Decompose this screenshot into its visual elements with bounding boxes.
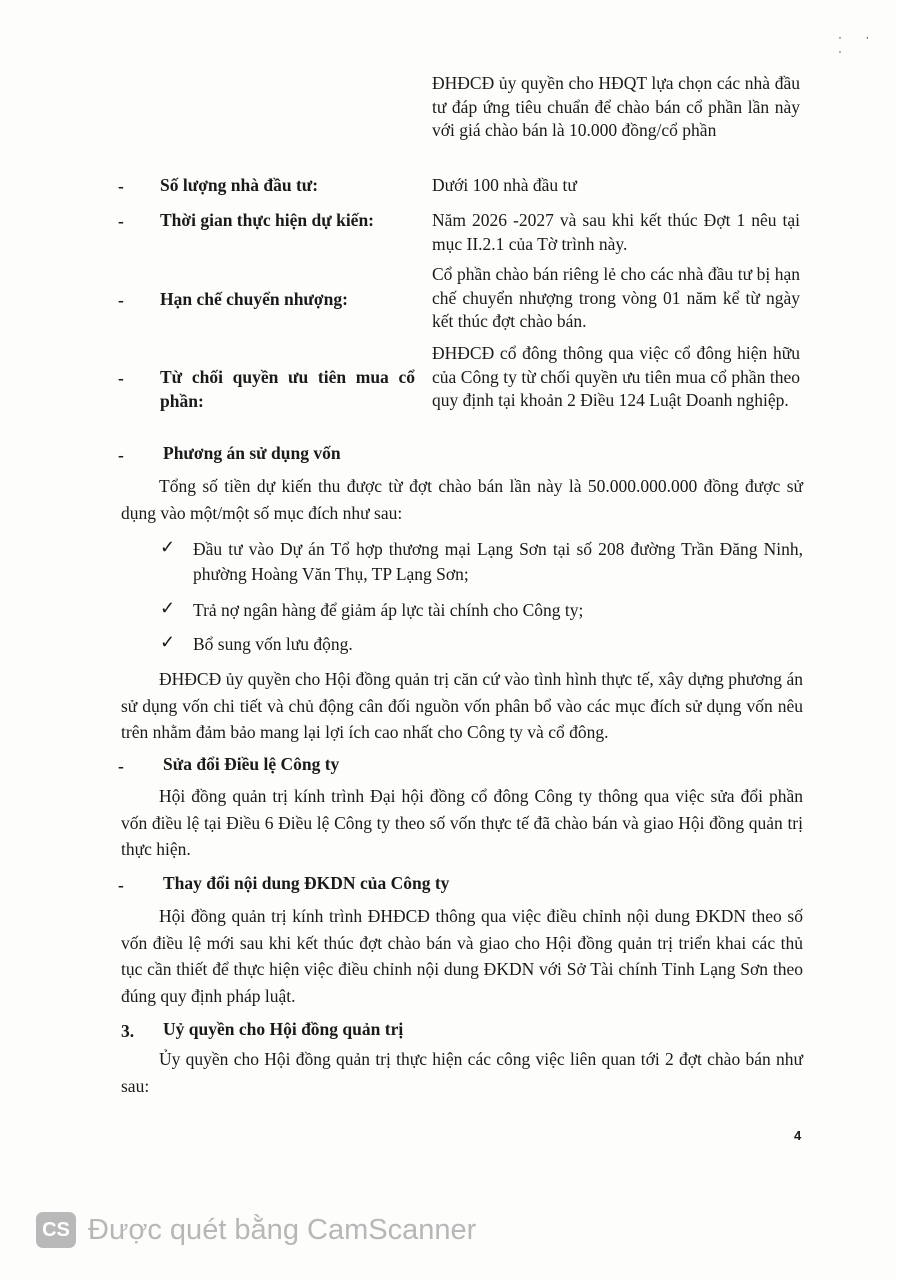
scan-specks: · · · — [838, 30, 880, 58]
check-icon: ✓ — [160, 598, 176, 618]
row-dash: - — [118, 211, 124, 231]
row-value-time: Năm 2026 -2027 và sau khi kết thúc Đợt 1 nêu tại mục II.2.1 của Tờ trình này. — [432, 210, 800, 254]
camscanner-watermark — [36, 1208, 476, 1252]
section-dash: - — [118, 875, 124, 895]
row-dash: - — [118, 290, 124, 310]
section3-heading: Uỷ quyền cho Hội đồng quản trị — [163, 1019, 404, 1039]
row-value-investors: Dưới 100 nhà đầu tư — [432, 175, 577, 195]
page-number: 4 — [794, 1128, 802, 1143]
check-icon: ✓ — [160, 537, 176, 557]
bullet-item: Trả nợ ngân hàng để giảm áp lực tài chính cho Công ty; — [193, 600, 584, 620]
check-icon: ✓ — [160, 632, 176, 652]
capital-use-heading: Phương án sử dụng vốn — [163, 443, 341, 463]
bullet-item: Bổ sung vốn lưu động. — [193, 634, 353, 654]
row-label-restriction: Hạn chế chuyển nhượng: — [160, 289, 348, 309]
row-dash: - — [118, 176, 124, 196]
row-value-restriction: Cổ phần chào bán riêng lẻ cho các nhà đầu tư bị hạn chế chuyển nhượng trong vòng 01 năm kể từ ngày kết thúc đợt chào bán. — [432, 264, 800, 331]
camscanner-logo-icon: CS — [36, 1212, 76, 1248]
intro-value: ĐHĐCĐ ủy quyền cho HĐQT lựa chọn các nhà đầu tư đáp ứng tiêu chuẩn để chào bán cổ phần lần này với giá chào bán là 10.000 đồng/cổ phần — [432, 73, 800, 140]
section-number: 3. — [121, 1021, 135, 1041]
capital-use-closing: ĐHĐCĐ ủy quyền cho Hội đồng quản trị căn cứ vào tình hình thực tế, xây dựng phương án sử dụng vốn chi tiết và chủ động cân đối nguồn vốn phân bổ vào các mục đích sử dụng vốn nêu trên nhằm đảm bảo mang lại lợi ích cao nhất cho Công ty và cổ đông. — [121, 669, 803, 742]
watermark-text: Được quét bằng CamScanner — [88, 1213, 477, 1246]
row-label-time: Thời gian thực hiện dự kiến: — [160, 210, 375, 230]
registration-body: Hội đồng quản trị kính trình ĐHĐCĐ thông qua việc điều chỉnh nội dung ĐKDN theo số vốn điều lệ mới sau khi kết thúc đợt chào bán và giao cho Hội đồng quản trị triển khai các thủ tục cần thiết để thực hiện việc điều chỉnh nội dung ĐKDN với Sở Tài chính Tỉnh Lạng Sơn theo đúng quy định pháp luật. — [121, 906, 803, 1006]
row-dash: - — [118, 368, 124, 388]
section-dash: - — [118, 756, 124, 776]
row-label-investors: Số lượng nhà đầu tư: — [160, 175, 319, 195]
charter-body: Hội đồng quản trị kính trình Đại hội đồng cổ đông Công ty thông qua việc sửa đổi phần vốn điều lệ tại Điều 6 Điều lệ Công ty theo số vốn thực tế đã chào bán và giao Hội đồng quản trị thực hiện. — [121, 786, 803, 859]
section-dash: - — [118, 445, 124, 465]
bullet-item: Đầu tư vào Dự án Tổ hợp thương mại Lạng Sơn tại số 208 đường Trần Đăng Ninh, phường Hoàng Văn Thụ, TP Lạng Sơn; — [193, 539, 803, 584]
charter-heading: Sửa đổi Điều lệ Công ty — [163, 754, 340, 774]
row-label-preemptive: Từ chối quyền ưu tiên mua cổ phần: — [160, 367, 415, 411]
registration-heading: Thay đổi nội dung ĐKDN của Công ty — [163, 873, 450, 893]
row-value-preemptive: ĐHĐCĐ cổ đông thông qua việc cổ đông hiện hữu của Công ty từ chối quyền ưu tiên mua cổ phần theo quy định tại khoản 2 Điều 124 Luật Doanh nghiệp. — [432, 343, 800, 410]
capital-use-intro: Tổng số tiền dự kiến thu được từ đợt chào bán lần này là 50.000.000.000 đồng được sử dụng vào một/một số mục đích như sau: — [121, 476, 803, 523]
section3-body: Ủy quyền cho Hội đồng quản trị thực hiện các công việc liên quan tới 2 đợt chào bán như sau: — [121, 1049, 803, 1096]
